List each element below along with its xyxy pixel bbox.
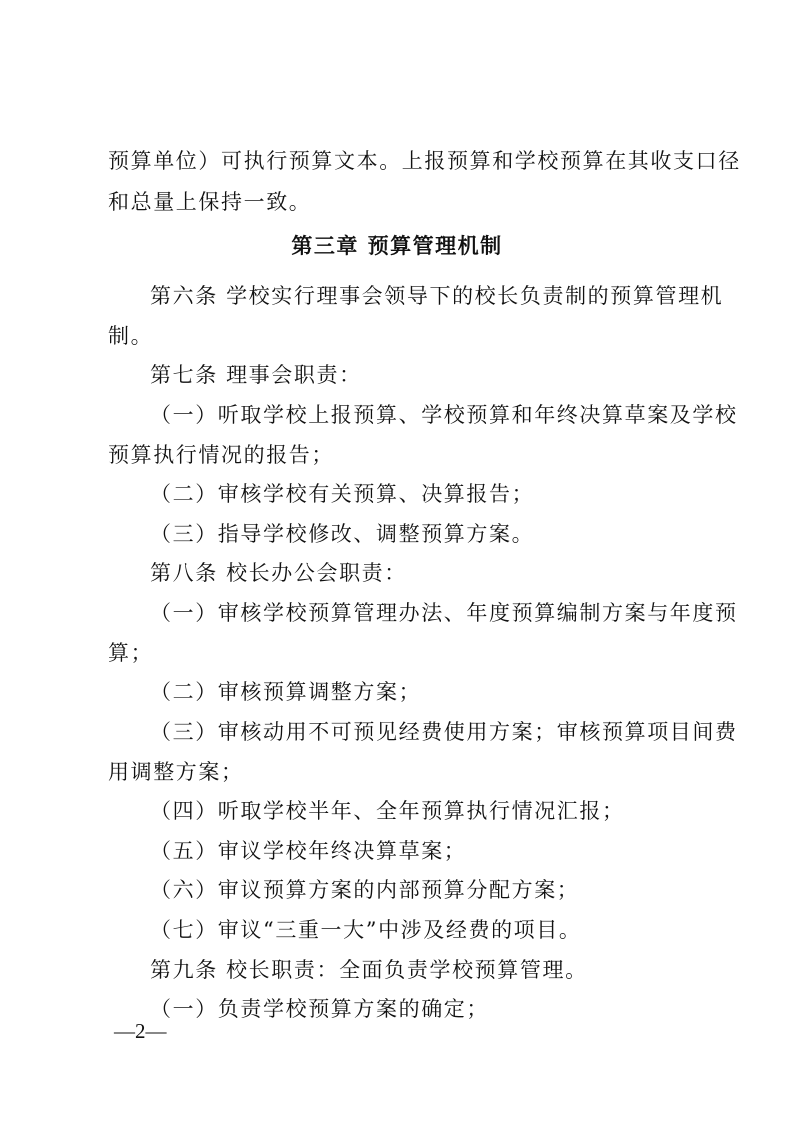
list-item: （四）听取学校半年、全年预算执行情况汇报；: [150, 799, 625, 823]
text-line: 和总量上保持一致。: [108, 190, 312, 214]
text-line: 预算单位）可执行预算文本。上报预算和学校预算在其收支口径: [108, 149, 741, 173]
page-number: —2—: [114, 1019, 167, 1043]
chapter-heading: 第三章 预算管理机制: [291, 234, 503, 258]
list-item: （五）审议学校年终决算草案；: [150, 839, 467, 863]
text-line: 用调整方案；: [108, 760, 244, 784]
list-item: （二）审核预算调整方案；: [150, 680, 422, 704]
article-7-line: 第七条 理事会职责：: [150, 363, 362, 387]
list-item: （一）负责学校预算方案的确定；: [150, 997, 489, 1021]
text-line: 算；: [108, 641, 154, 665]
list-item: （一）审核学校预算管理办法、年度预算编制方案与年度预: [150, 601, 738, 625]
text-line: 制。: [108, 324, 154, 348]
list-item: （一）听取学校上报预算、学校预算和年终决算草案及学校: [150, 403, 738, 427]
article-6-line: 第六条 学校实行理事会领导下的校长负责制的预算管理机: [150, 284, 724, 308]
list-item: （三）审核动用不可预见经费使用方案；审核预算项目间费: [150, 720, 738, 744]
list-item: （二）审核学校有关预算、决算报告；: [150, 482, 535, 506]
list-item: （七）审议“三重一大”中涉及经费的项目。: [150, 918, 582, 942]
list-item: （三）指导学校修改、调整预算方案。: [150, 522, 535, 546]
article-8-line: 第八条 校长办公会职责：: [150, 561, 407, 585]
article-9-line: 第九条 校长职责：全面负责学校预算管理。: [150, 958, 588, 982]
list-item: （六）审议预算方案的内部预算分配方案；: [150, 878, 580, 902]
text-line: 预算执行情况的报告；: [108, 443, 334, 467]
